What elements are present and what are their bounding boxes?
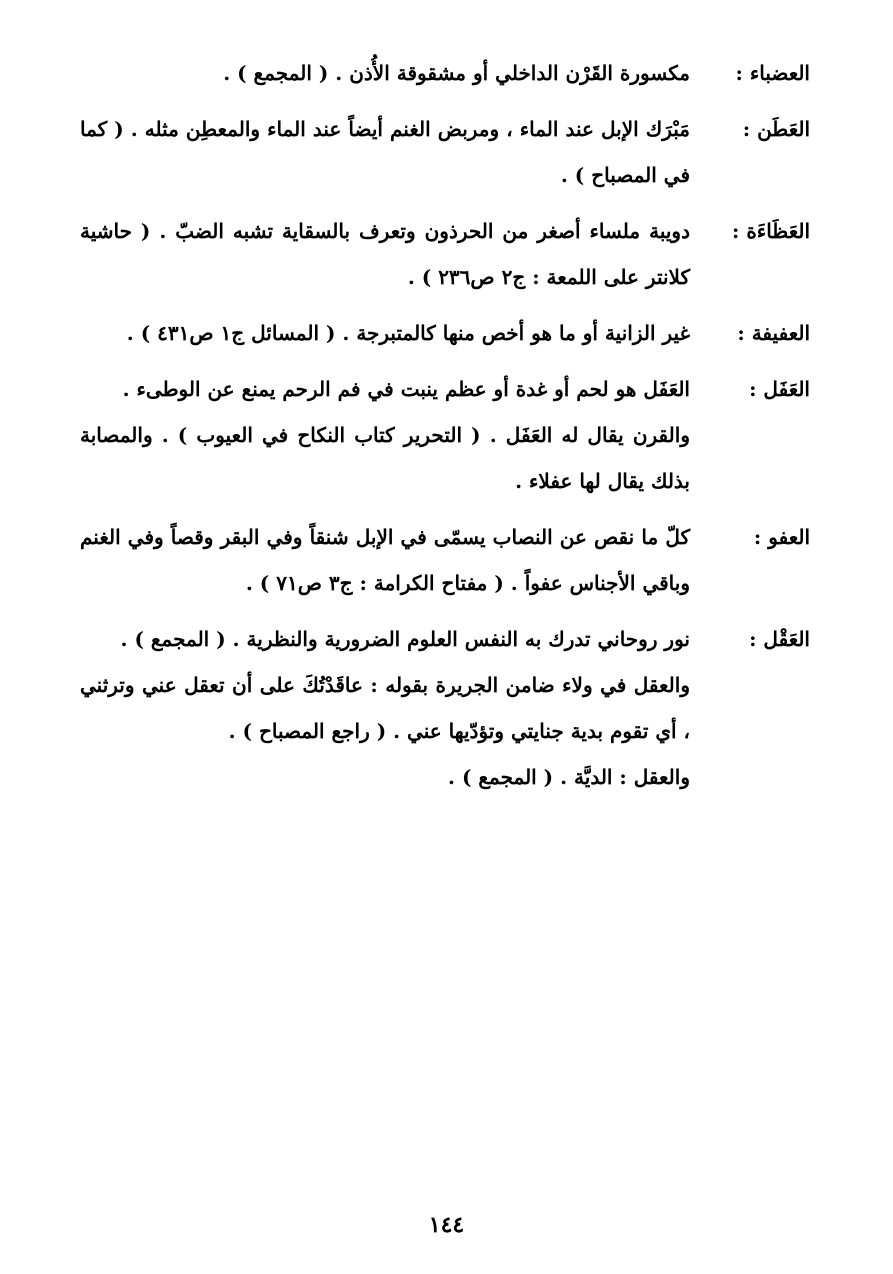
entry-definitions	[80, 50, 690, 96]
entry-definitions	[80, 514, 690, 606]
entry-term: العفو :	[753, 525, 810, 549]
definition-paragraph: والعقل في ولاء ضامن الجريرة بقوله : عاقَدْتُكَ على أن تعقل عني وترثني ، أي تقوم بدية جنايتي وتؤدّيها عني . ( راجع المصباح ) .	[80, 673, 690, 743]
definition-paragraph: والعقل : الديَّة . ( المجمع ) .	[448, 765, 690, 789]
entry-alafw	[80, 514, 810, 606]
entry-alatan	[80, 106, 810, 198]
entry-term: العفيفة :	[737, 321, 810, 345]
entry-definitions	[80, 208, 690, 300]
entry-term: العَظَاءَة :	[731, 219, 810, 243]
entry-term: العَقْل :	[749, 627, 810, 651]
entry-alafifa	[80, 310, 810, 356]
definition-paragraph: العَفَل هو لحم أو غدة أو عظم ينبت في فم الرحم يمنع عن الوطىء .	[122, 377, 690, 401]
entry-list	[80, 50, 810, 810]
entry-definitions	[80, 616, 690, 800]
entry-definitions	[80, 310, 690, 356]
entry-aldba	[80, 50, 810, 96]
entry-alaql	[80, 616, 810, 800]
definition-paragraph: دويبة ملساء أصغر من الحرذون وتعرف بالسقاية تشبه الضبّ . ( حاشية كلانتر على اللمعة : ج٢ ص٢٣٦ ) .	[80, 219, 690, 289]
entry-term: العَفَل :	[749, 377, 810, 401]
entry-definitions	[80, 106, 690, 198]
definition-paragraph: غير الزانية أو ما هو أخص منها كالمتبرجة . ( المسائل ج١ ص٤٣١ ) .	[126, 321, 690, 345]
definition-paragraph: نور روحاني تدرك به النفس العلوم الضرورية والنظرية . ( المجمع ) .	[120, 627, 690, 651]
definition-paragraph: كلّ ما نقص عن النصاب يسمّى في الإبل شنقاً وفي البقر وقصاً وفي الغنم وباقي الأجناس عفواً . ( مفتاح الكرامة : ج٣ ص٧١ ) .	[80, 525, 690, 595]
definition-paragraph: والقرن يقال له العَفَل . ( التحرير كتاب النكاح في العيوب ) . والمصابة بذلك يقال لها عفلاء .	[80, 423, 690, 493]
definition-paragraph: مكسورة القَرْن الداخلي أو مشقوقة الأُذن . ( المجمع ) .	[223, 61, 690, 85]
entry-term: العضباء :	[735, 61, 810, 85]
entry-alazaa	[80, 208, 810, 300]
entry-definitions	[80, 366, 690, 504]
entry-alafal	[80, 366, 810, 504]
entry-term: العَطَن :	[742, 117, 810, 141]
definition-paragraph: مَبْرَك الإبل عند الماء ، ومربض الغنم أيضاً عند الماء والمعطِن مثله . ( كما في المصباح ) .	[80, 117, 690, 187]
page-number: ١٤٤	[428, 1212, 465, 1238]
